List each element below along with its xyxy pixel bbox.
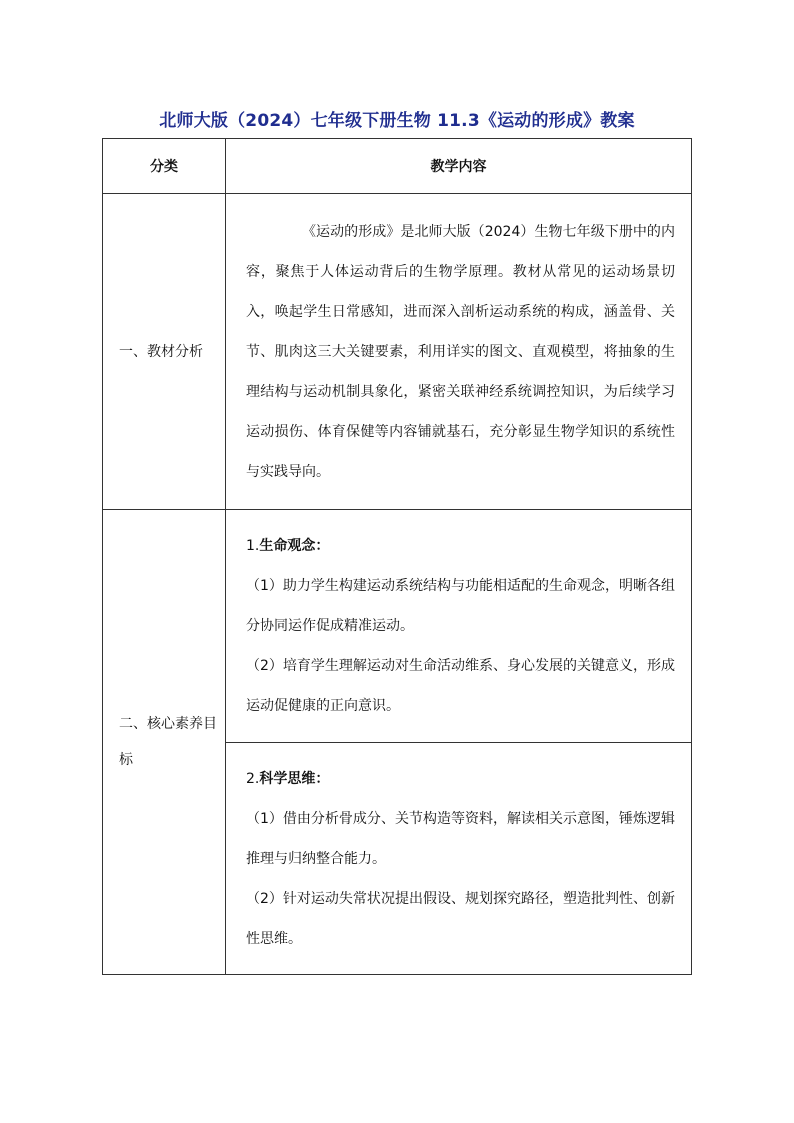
life-concept-item-1: （1）助力学生构建运动系统结构与功能相适配的生命观念，明晰各组分协同运作促成精准运动。: [246, 578, 675, 634]
document-title: 北师大版（2024）七年级下册生物 11.3《运动的形成》教案: [159, 111, 635, 131]
scientific-thinking-number: 2.: [246, 770, 260, 787]
life-concept-heading: [246, 526, 675, 566]
scientific-thinking-title: 科学思维：: [259, 770, 330, 787]
category-textbook-analysis: 一、教材分析: [103, 194, 226, 510]
life-concept-number: 1.: [246, 538, 260, 554]
life-concept-item-2: （2）培育学生理解运动对生命活动维系、身心发展的关键意义，形成运动促健康的正向意识。: [246, 658, 675, 714]
textbook-analysis-text: 《运动的形成》是北师大版（2024）生物七年级下册中的内容，聚焦于人体运动背后的生物学原理。教材从常见的运动场景切入，唤起学生日常感知，进而深入剖析运动系统的构成，涵盖骨、关节、肌肉这三大关键要素，利用详实的图文、直观模型，将抽象的生理结构与运动机制具象化，紧密关联神经系统调控知识，为后续学习运动损伤、体育保健等内容铺就基石，充分彰显生物学知识的系统性与实践导向。: [246, 223, 675, 480]
life-concept-title: 生命观念：: [259, 538, 330, 554]
table-row: [103, 194, 692, 510]
scientific-thinking-cell: [226, 743, 692, 975]
category-core-literacy: 二、核心素养目标: [103, 510, 226, 975]
scientific-thinking-item-1: （1）借由分析骨成分、关节构造等资料，解读相关示意图，锤炼逻辑推理与归纳整合能力。: [246, 810, 675, 867]
header-content: 教学内容: [226, 139, 692, 194]
table-row: [103, 510, 692, 743]
scientific-thinking-heading: [246, 759, 675, 799]
lesson-plan-table: [102, 138, 692, 975]
table-header-row: [103, 139, 692, 194]
scientific-thinking-item-2: （2）针对运动失常状况提出假设、规划探究路径，塑造批判性、创新性思维。: [246, 890, 675, 947]
header-category: 分类: [103, 139, 226, 194]
textbook-analysis-cell: [226, 194, 692, 510]
life-concept-cell: [226, 510, 692, 743]
